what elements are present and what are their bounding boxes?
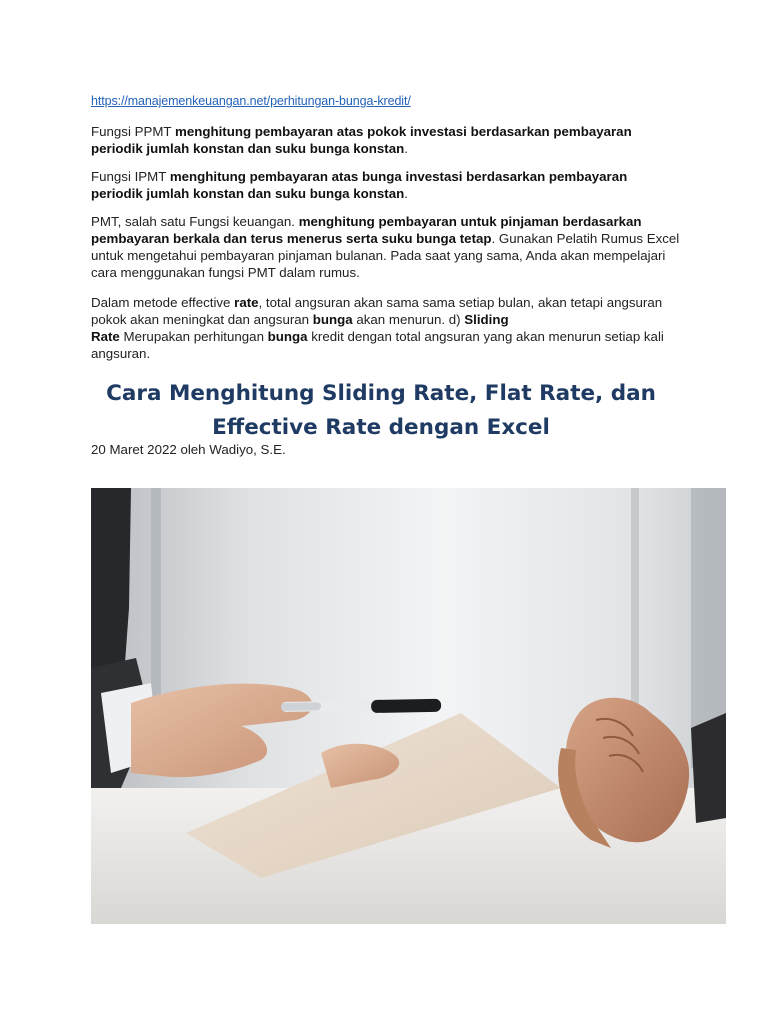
bold-text: bunga: [267, 329, 308, 344]
paragraph-ppmt: [91, 123, 681, 157]
paragraph-pmt: [91, 213, 681, 281]
bold-text: Rate: [91, 329, 120, 344]
text: .: [404, 141, 408, 156]
paragraph-effective-rate: [91, 294, 681, 362]
bold-text: menghitung pembayaran untuk pinjaman berdasarkan pembayaran berkala dan terus menerus serta suku bunga tetap: [91, 214, 642, 246]
text: kredit dengan total angsuran yang akan menurun setiap kali angsuran.: [91, 329, 664, 361]
text: akan menurun. d): [352, 312, 465, 327]
bold-text: menghitung pembayaran atas bunga investasi berdasarkan pembayaran periodik jumlah konstan dan suku bunga konstan: [91, 169, 628, 201]
paragraph-ipmt: [91, 168, 681, 202]
handshake-document-signing-photo: [91, 488, 726, 924]
bold-text: menghitung pembayaran atas pokok investasi berdasarkan pembayaran periodik jumlah konstan dan suku bunga konstan: [91, 124, 632, 156]
text: Fungsi PPMT: [91, 124, 175, 139]
text: Fungsi IPMT: [91, 169, 170, 184]
text: . Gunakan Pelatih Rumus Excel untuk mengetahui pembayaran pinjaman bulanan. Pada saat yang sama, Anda akan mempelajari cara menggunakan fungsi PMT dalam rumus.: [91, 231, 680, 280]
text: Dalam metode effective: [91, 295, 235, 310]
text: Merupakan perhitungan: [119, 329, 268, 344]
text: .: [404, 186, 408, 201]
source-link[interactable]: https://manajemenkeuangan.net/perhitungan-bunga-kredit/: [91, 94, 411, 108]
text: PMT, salah satu Fungsi keuangan.: [91, 214, 299, 229]
bold-text: Sliding: [464, 312, 509, 327]
article-byline: 20 Maret 2022 oleh Wadiyo, S.E.: [91, 442, 286, 457]
text: , total angsuran akan sama sama setiap bulan, akan tetapi angsuran pokok akan meningkat dan angsuran: [91, 295, 663, 327]
photo-illustration: [91, 488, 726, 924]
article-title: Cara Menghitung Sliding Rate, Flat Rate, dan Effective Rate dengan Excel: [106, 381, 656, 440]
bold-text: rate: [234, 295, 259, 310]
bold-text: bunga: [312, 312, 353, 327]
